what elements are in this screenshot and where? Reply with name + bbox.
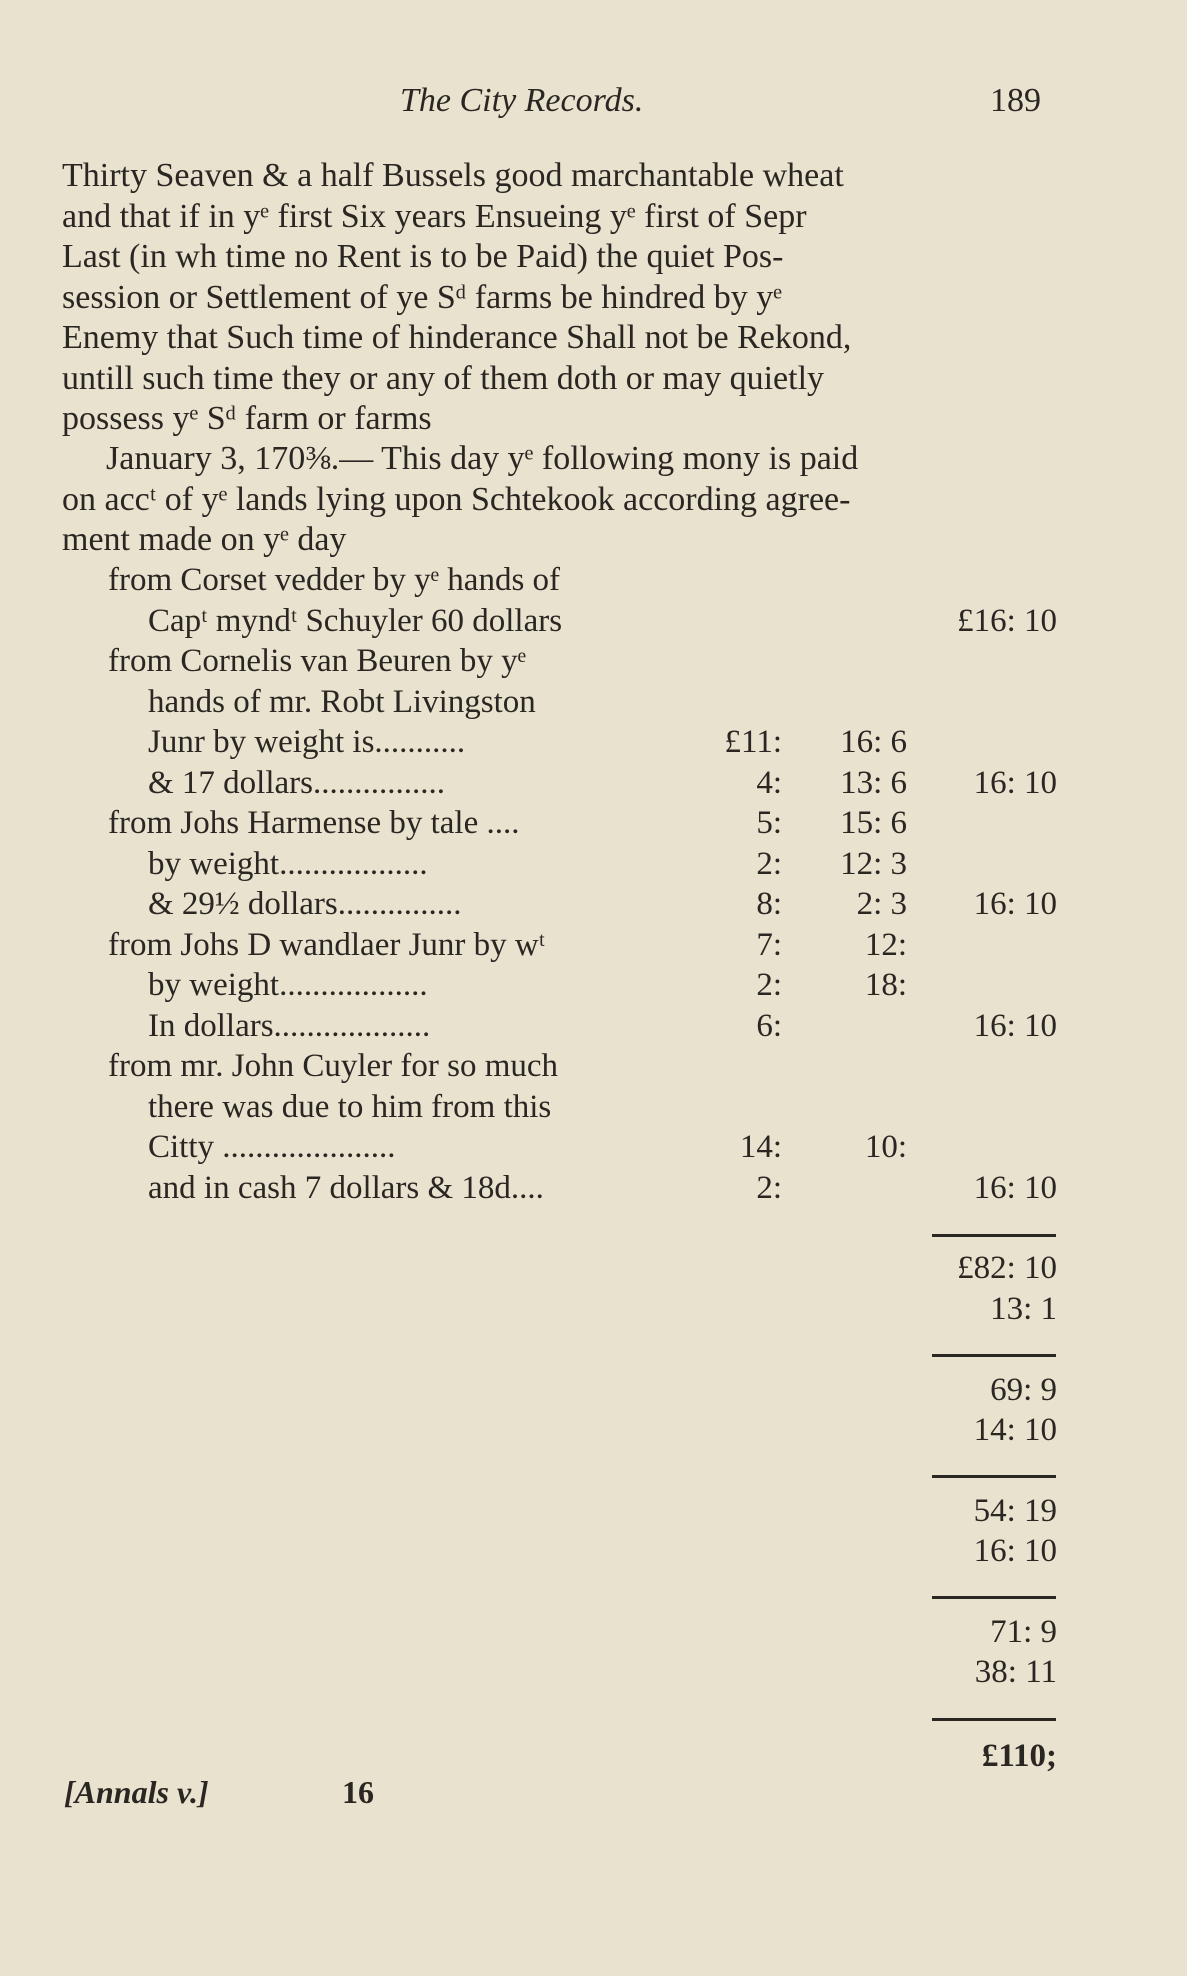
total-line: 16: 10 — [973, 1533, 1057, 1569]
account-row — [0, 682, 1187, 723]
account-row — [0, 1006, 1187, 1047]
sum-rule — [932, 1596, 1056, 1599]
grand-total: £110; — [981, 1738, 1057, 1774]
text-line: ment made on yᵉ day — [62, 521, 347, 558]
text-line: possess yᵉ Sᵈ farm or farms — [62, 400, 432, 437]
amount-pounds: 7: — [756, 926, 782, 963]
account-description: & 17 dollars................ — [148, 764, 445, 801]
sum-rule — [932, 1718, 1056, 1721]
sum-rule — [932, 1475, 1056, 1478]
account-row — [0, 1087, 1187, 1128]
text-line: Enemy that Such time of hinderance Shall not be Rekond, — [62, 319, 852, 356]
account-description: from Cornelis van Beuren by yᵉ — [108, 643, 527, 679]
amount-shillings-pence: 16: 6 — [840, 724, 907, 760]
amount-pounds: 8: — [756, 886, 782, 922]
account-description: hands of mr. Robt Livingston — [148, 683, 536, 720]
amount-shillings-pence: 12: 3 — [840, 845, 907, 882]
account-row — [0, 925, 1187, 966]
text-line: session or Settlement of ye Sᵈ farms be hindred by yᵉ — [62, 278, 782, 316]
text-line: Thirty Seaven & a half Bussels good marchantable wheat — [62, 157, 844, 194]
total-line: 13: 1 — [990, 1291, 1057, 1327]
account-row — [0, 884, 1187, 925]
account-description: from Johs Harmense by tale .... — [108, 805, 520, 841]
amount-pounds: 2: — [756, 967, 782, 1003]
account-description: there was due to him from this — [148, 1088, 552, 1125]
amount-subtotal: 16: 10 — [973, 1169, 1057, 1206]
page-footer — [64, 1774, 374, 1811]
amount-subtotal: 16: 10 — [973, 1007, 1057, 1044]
amount-subtotal: 16: 10 — [973, 764, 1057, 801]
account-row — [0, 1046, 1187, 1087]
amount-pounds: 6: — [756, 1007, 782, 1044]
amount-shillings-pence: 12: — [864, 926, 907, 963]
account-description: In dollars................... — [148, 1007, 431, 1044]
account-description: Citty ..................... — [148, 1129, 396, 1165]
amount-pounds: 2: — [756, 845, 782, 882]
page-title: The City Records. — [400, 82, 644, 119]
account-row — [0, 560, 1187, 601]
account-row — [0, 844, 1187, 885]
amount-shillings-pence: 13: 6 — [840, 764, 907, 801]
paragraph-payment-entry — [62, 439, 1062, 561]
amount-shillings-pence: 2: 3 — [856, 886, 907, 922]
account-row — [0, 965, 1187, 1006]
account-description: and in cash 7 dollars & 18d.... — [148, 1169, 544, 1206]
amount-subtotal: £16: 10 — [957, 602, 1057, 639]
account-description: Capᵗ myndᵗ Schuyler 60 dollars — [148, 602, 563, 639]
amount-shillings-pence: 10: — [864, 1129, 907, 1165]
account-row — [0, 1127, 1187, 1168]
account-description: from Corset vedder by yᵉ hands of — [108, 562, 561, 598]
account-row — [0, 763, 1187, 804]
amount-subtotal: 16: 10 — [973, 886, 1057, 922]
total-line: 69: 9 — [990, 1372, 1057, 1408]
sum-rule — [932, 1354, 1056, 1357]
text-line: and that if in yᵉ first Six years Ensueing yᵉ first of Sepr — [62, 197, 807, 235]
text-line: January 3, 170⅜.— This day yᵉ following mony is paid — [106, 440, 859, 477]
sheet-number: 16 — [342, 1774, 374, 1810]
account-description: by weight.................. — [148, 967, 428, 1003]
amount-pounds: 5: — [756, 805, 782, 841]
signature-mark: [Annals v.] — [64, 1774, 209, 1810]
total-line: 54: 19 — [973, 1493, 1057, 1529]
amount-pounds: 14: — [739, 1129, 782, 1165]
running-head — [0, 82, 1187, 126]
account-row — [0, 1168, 1187, 1209]
account-row — [0, 803, 1187, 844]
account-description: from Johs D wandlaer Junr by wᵗ — [108, 926, 546, 963]
sum-rule — [932, 1234, 1056, 1237]
account-description: Junr by weight is........... — [148, 724, 466, 760]
text-line: on accᵗ of yᵉ lands lying upon Schtekook according agree- — [62, 480, 851, 518]
amount-shillings-pence: 15: 6 — [840, 805, 907, 841]
total-line: 14: 10 — [973, 1412, 1057, 1448]
amount-shillings-pence: 18: — [864, 967, 907, 1003]
account-description: by weight.................. — [148, 845, 428, 882]
account-row — [0, 722, 1187, 763]
total-line: 38: 11 — [974, 1654, 1057, 1690]
account-description: from mr. John Cuyler for so much — [108, 1048, 559, 1084]
page-number: 189 — [990, 82, 1041, 119]
account-row — [0, 641, 1187, 682]
paragraph-lease-terms — [62, 156, 1062, 440]
total-line: £82: 10 — [957, 1250, 1057, 1286]
text-line: Last (in wh time no Rent is to be Paid) the quiet Pos- — [62, 238, 784, 275]
account-row — [0, 601, 1187, 642]
amount-pounds: £11: — [724, 724, 782, 760]
amount-pounds: 4: — [756, 764, 782, 801]
text-line: untill such time they or any of them doth or may quietly — [62, 359, 825, 397]
total-line: 71: 9 — [990, 1614, 1057, 1650]
account-description: & 29½ dollars............... — [148, 886, 462, 922]
amount-pounds: 2: — [756, 1169, 782, 1206]
